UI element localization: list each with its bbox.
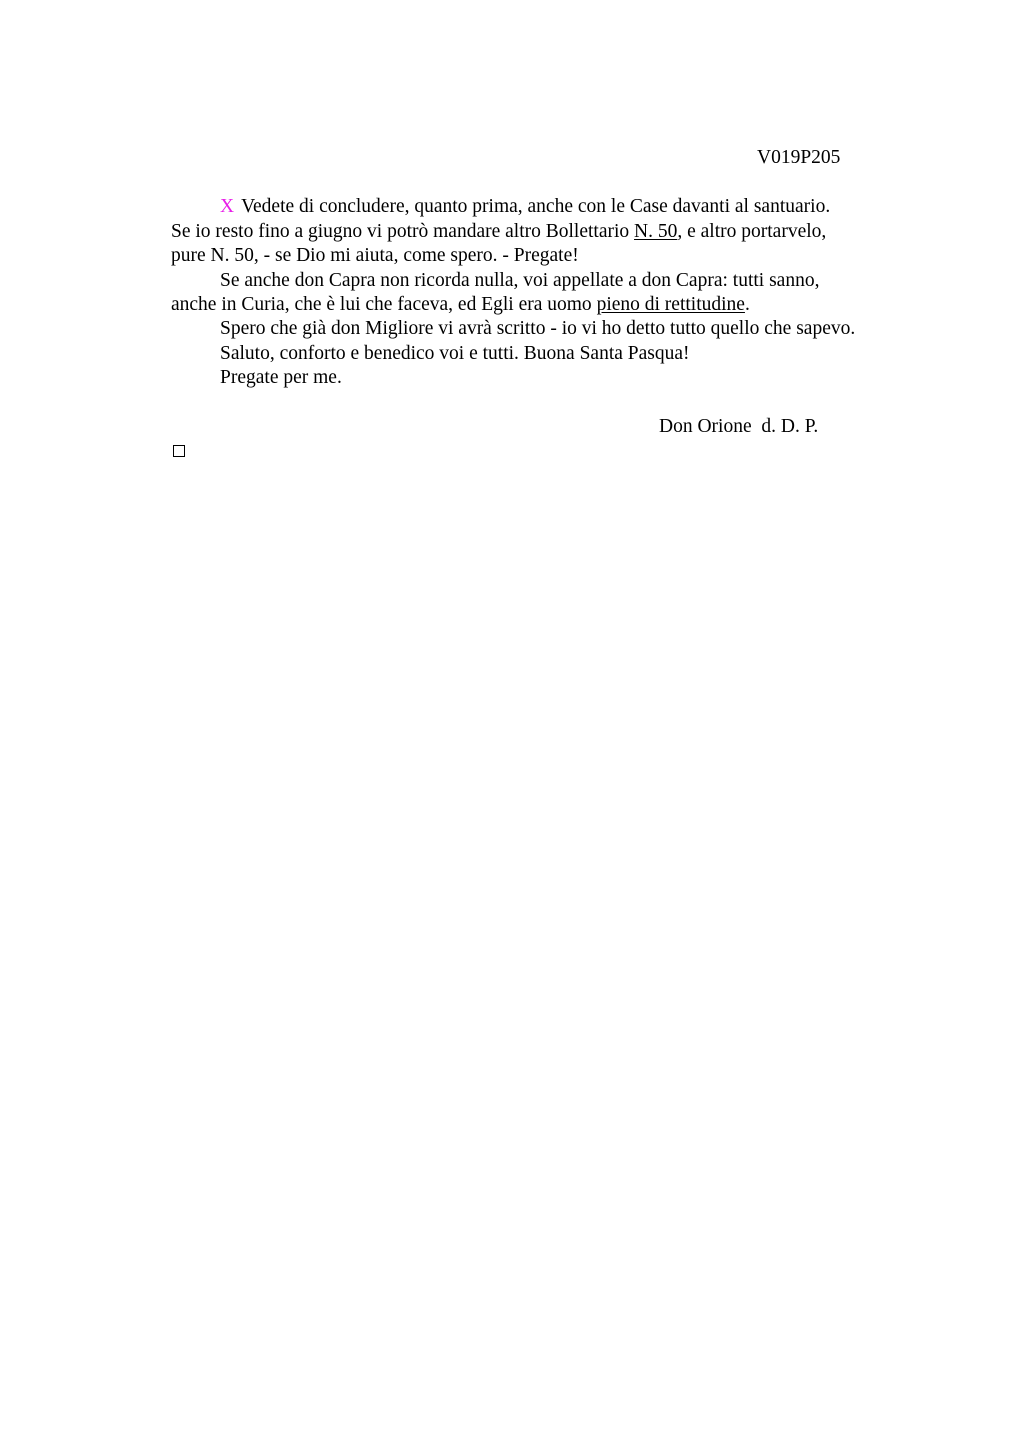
text-segment: Se io resto fino a giugno vi potrò mandare altro Bollettario	[171, 221, 635, 242]
paragraph-3: Spero che già don Migliore vi avrà scritto - io vi ho detto tutto quello che sapevo.	[220, 318, 856, 339]
paragraph-2-line-1: Se anche don Capra non ricorda nulla, voi appellate a don Capra: tutti sanno,	[220, 270, 820, 291]
signature: Don Orione d. D. P.	[659, 416, 819, 437]
underlined-bollettario-number: N. 50	[634, 221, 678, 242]
paragraph-2-line-2	[171, 294, 750, 316]
margin-x-mark: X	[220, 196, 235, 217]
paragraph-1-line-1-text: Vedete di concludere, quanto prima, anche con le Case davanti al santuario.	[241, 196, 831, 217]
text-segment: anche in Curia, che è lui che faceva, ed Egli era uomo	[171, 294, 597, 315]
text-segment: , e altro portarvelo,	[677, 221, 827, 242]
page-identifier: V019P205	[757, 147, 841, 168]
paragraph-1-line-1	[220, 196, 830, 218]
text-segment: .	[744, 294, 750, 315]
underlined-phrase: pieno di rettitudine	[596, 294, 745, 315]
paragraph-1-line-2	[171, 221, 826, 243]
paragraph-5: Pregate per me.	[220, 367, 342, 388]
paragraph-1-line-3: pure N. 50, - se Dio mi aiuta, come spero. - Pregate!	[171, 245, 579, 266]
paragraph-4: Saluto, conforto e benedico voi e tutti. Buona Santa Pasqua!	[220, 343, 690, 364]
empty-square-icon	[173, 445, 185, 457]
